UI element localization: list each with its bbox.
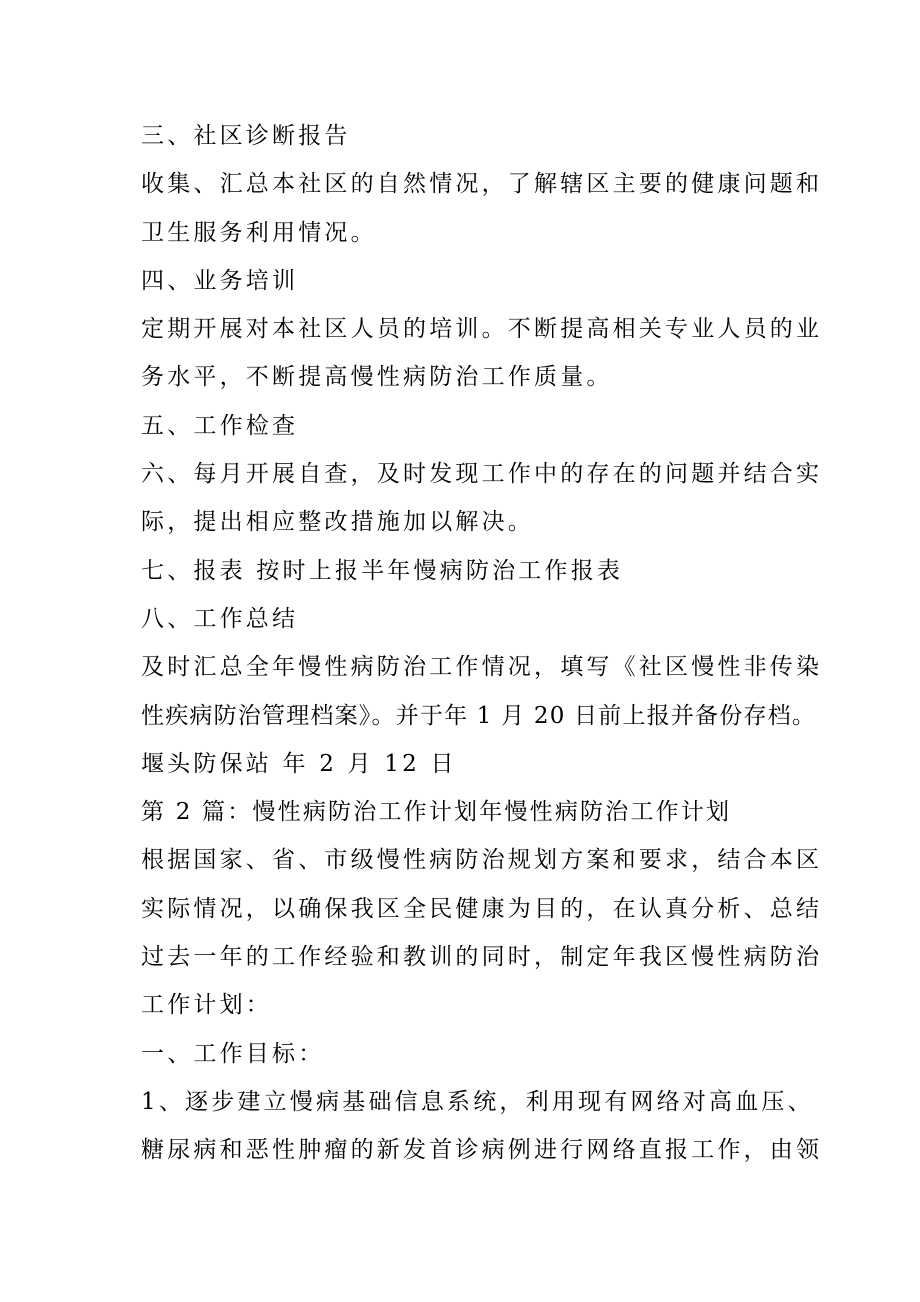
paragraph-line: 工作计划： [141, 992, 272, 1019]
section-heading-community-diagnosis: 三、社区诊断报告 [141, 123, 351, 149]
section-heading-reports: 七、报表 按时上报半年慢病防治工作报表 [141, 557, 624, 584]
paragraph-line: 定期开展对本社区人员的培训。不断提高相关专业人员的业 [141, 316, 823, 343]
paragraph-line: 性疾病防治管理档案》。并于年 1 月 20 日前上报并备份存档。 [141, 702, 817, 729]
chapter-title: 第 2 篇：慢性病防治工作计划年慢性病防治工作计划 [141, 799, 732, 826]
paragraph-line: 务水平，不断提高慢性病防治工作质量。 [141, 364, 613, 391]
signature-date-line: 堰头防保站 年 2 月 12 日 [141, 750, 457, 777]
paragraph-line: 1、逐步建立慢病基础信息系统，利用现有网络对高血压、 [141, 1088, 814, 1115]
section-heading-summary: 八、工作总结 [141, 605, 299, 632]
paragraph-line: 六、每月开展自查，及时发现工作中的存在的问题并结合实 [141, 461, 823, 488]
paragraph-line: 实际情况，以确保我区全民健康为目的，在认真分析、总结 [141, 895, 823, 922]
section-heading-goals: 一、工作目标： [141, 1040, 325, 1067]
paragraph-line: 卫生服务利用情况。 [141, 219, 377, 246]
paragraph-line: 收集、汇总本社区的自然情况，了解辖区主要的健康问题和 [141, 171, 823, 198]
paragraph-line: 过去一年的工作经验和教训的同时，制定年我区慢性病防治 [141, 944, 823, 971]
section-heading-inspection: 五、工作检查 [141, 412, 299, 439]
section-heading-training: 四、业务培训 [141, 267, 299, 294]
paragraph-line: 根据国家、省、市级慢性病防治规划方案和要求，结合本区 [141, 847, 823, 874]
paragraph-line: 及时汇总全年慢性病防治工作情况，填写《社区慢性非传染 [141, 654, 823, 681]
paragraph-line: 糖尿病和恶性肿瘤的新发首诊病例进行网络直报工作，由领 [141, 1137, 823, 1164]
document-body [141, 112, 823, 1175]
paragraph-line: 际，提出相应整改措施加以解决。 [141, 509, 534, 536]
